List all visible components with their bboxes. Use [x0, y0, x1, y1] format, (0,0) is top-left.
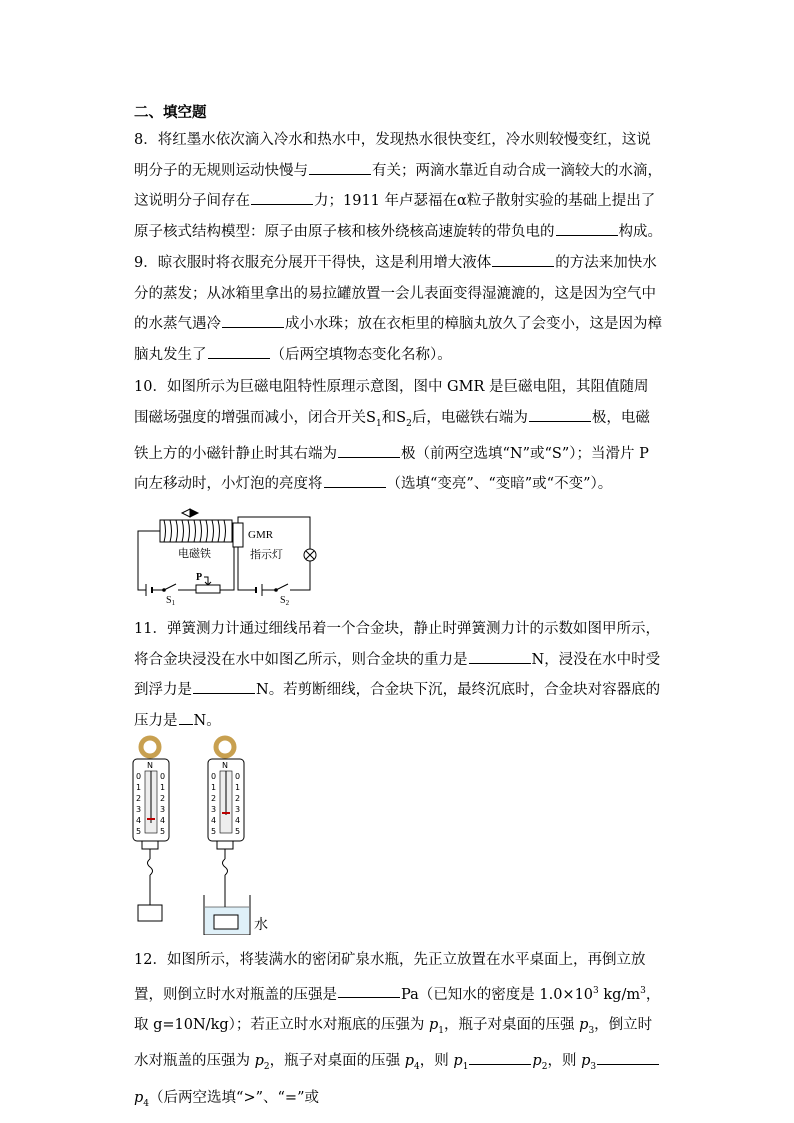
svg-text:2: 2: [235, 794, 241, 803]
q10-blank-1[interactable]: [529, 406, 591, 422]
svg-text:4: 4: [211, 816, 217, 825]
scale-b-top-label: N: [222, 761, 228, 770]
water-label: 水: [254, 917, 268, 933]
q8-blank-2[interactable]: [251, 189, 313, 205]
q9-text-2: 的方法来加快水分的蒸发；从冰箱里拿出的易拉罐放置一会儿表面变得湿漉漉的，这是因为空气中的水蒸气遇冷: [134, 255, 657, 332]
question-11: [134, 614, 662, 736]
q9-blank-2[interactable]: [222, 312, 284, 328]
q11-text-2: N，浸没在水中时受到浮力是: [134, 651, 661, 698]
switch1-label: $S_1$: [166, 595, 176, 605]
svg-text:3: 3: [235, 805, 241, 814]
electromagnet-label: 电磁铁: [178, 547, 211, 560]
svg-text:0: 0: [211, 772, 217, 781]
svg-text:1: 1: [136, 783, 142, 792]
sliding-rheostat: [196, 585, 220, 593]
switch-s2[interactable]: [276, 584, 288, 590]
q12-text-4: ，取 g=10N/kg）；若正立时水对瓶底的压强为: [134, 986, 661, 1033]
spring-scales-figure: [128, 735, 288, 935]
svg-text:1: 1: [235, 783, 241, 792]
svg-text:5: 5: [136, 827, 142, 836]
svg-text:2: 2: [136, 794, 142, 803]
q12-blank-3[interactable]: [597, 1049, 659, 1065]
q11-text-3: N。若剪断细线，合金块下沉，最终沉底时，合金块对容器底的压力是: [134, 682, 661, 729]
q12-blank-1[interactable]: [338, 982, 400, 998]
svg-text:2: 2: [211, 794, 217, 803]
q10-text-6: （选填“变亮”、“变暗”或“不变”）。: [386, 476, 613, 493]
q8-text-1: 8．将红墨水依次滴入冷水和热水中，发现热水很快变红，冷水则较慢变红，这说明分子的无规则运动快慢与: [134, 132, 651, 179]
q10-text-4: 极，电磁铁上方的小磁针静止时其右端为: [134, 409, 650, 462]
svg-text:5: 5: [211, 827, 217, 836]
q11-text-4: N。: [193, 712, 221, 729]
question-9: [134, 248, 662, 370]
q10-text-2: 和S: [381, 409, 407, 426]
electromagnet-circuit-figure: [130, 505, 330, 605]
lamp-label: 指示灯: [250, 548, 283, 561]
q11-blank-2[interactable]: [193, 678, 255, 694]
svg-text:2: 2: [160, 794, 166, 803]
svg-text:4: 4: [136, 816, 142, 825]
switch-s1[interactable]: [164, 584, 176, 590]
q10-text-3: 后，电磁铁右端为: [411, 409, 528, 426]
svg-text:3: 3: [211, 805, 217, 814]
gmr-resistor: [233, 523, 243, 547]
svg-text:1: 1: [160, 783, 166, 792]
svg-text:0: 0: [235, 772, 241, 781]
q12-text-1: 12．如图所示，将装满水的密闭矿泉水瓶，先正立放置在水平桌面上，再倒立放置，则倒立时水对瓶盖的压强是: [134, 952, 646, 1003]
q11-blank-1[interactable]: [469, 648, 531, 664]
q10-blank-3[interactable]: [324, 472, 386, 488]
q8-blank-3[interactable]: [556, 220, 618, 236]
compass-needle-left: [182, 509, 190, 517]
q8-text-3: 力；1911 年卢瑟福在α粒子散射实验的基础上提出了原子核式结构模型：原子由原子核和核外绕核高速旋转的带负电的: [134, 193, 656, 240]
q12-text-2: Pa（已知水的密度是 1.0×10: [401, 986, 594, 1003]
svg-text:0: 0: [160, 772, 166, 781]
svg-text:0: 0: [136, 772, 142, 781]
q9-blank-1[interactable]: [492, 251, 554, 267]
q12-blank-2[interactable]: [469, 1049, 531, 1065]
q8-blank-1[interactable]: [309, 159, 371, 175]
svg-text:1: 1: [211, 783, 217, 792]
q11-blank-3[interactable]: [179, 709, 193, 725]
question-12: 12．如图所示，将装满水的密闭矿泉水瓶，先正立放置在水平桌面上，再倒立放置，则倒立时水对瓶盖的压强是 Pa（已知水的密度是 $1.0\times 10^3$ $kg/m^3$，取 g=10N/kg）；若正立时水对瓶底的压强为 $p_1$，瓶子对桌面的压强 $p_3$，倒立时水对瓶盖的压强为 $p_2$，瓶子对桌面的压强 $p_4$，则 $p_1$ $p_2$，则 $p_3p_4$（后两空选填“>”、“=”或: [134, 952, 661, 1109]
q10-text-5: 极（前两空选填“N”或“S”）；当滑片 P 向左移动时，小灯泡的亮度将: [134, 445, 649, 493]
question-10: [134, 372, 662, 500]
switch2-label: $S_2$: [280, 595, 290, 605]
svg-text:5: 5: [160, 827, 166, 836]
q8-text-4: 构成。: [618, 223, 662, 240]
q8-text-2: 有关；两滴水靠近自动合成一滴较大的水滴，这说明分子间存在: [134, 162, 662, 209]
section-title: 二、填空题: [134, 104, 207, 121]
svg-text:4: 4: [160, 816, 166, 825]
q10-text-1: 10．如图所示为巨磁电阻特性原理示意图，图中 GMR 是巨磁电阻，其阻值随周围磁场强度的增强而减小，闭合开关S: [134, 379, 649, 426]
q10-sub-2: 2: [406, 418, 412, 429]
svg-text:5: 5: [235, 827, 241, 836]
q9-text-1: 9．晾衣服时将衣服充分展开干得快，这是利用增大液体: [134, 255, 492, 271]
q9-text-4: （后两空填物态变化名称）。: [270, 346, 452, 363]
svg-text:3: 3: [160, 805, 166, 814]
gmr-label: GMR: [248, 529, 274, 541]
slider-label: P: [196, 572, 203, 583]
svg-text:4: 4: [235, 816, 241, 825]
q11-text-1: 11．弹簧测力计通过细线吊着一个合金块，静止时弹簧测力计的示数如图甲所示，将合金块浸没在水中如图乙所示，则合金块的重力是: [134, 621, 660, 668]
q9-blank-3[interactable]: [208, 343, 270, 359]
svg-text:3: 3: [136, 805, 142, 814]
scale-a-top-label: N: [147, 761, 153, 770]
compass-needle-right: [190, 509, 198, 517]
q10-blank-2[interactable]: [338, 442, 400, 458]
q9-text-3: 成小水珠；放在衣柜里的樟脑丸放久了会变小，这是因为樟脑丸发生了: [134, 316, 662, 363]
question-8: [134, 125, 662, 247]
q10-sub-1: 1: [375, 418, 382, 429]
